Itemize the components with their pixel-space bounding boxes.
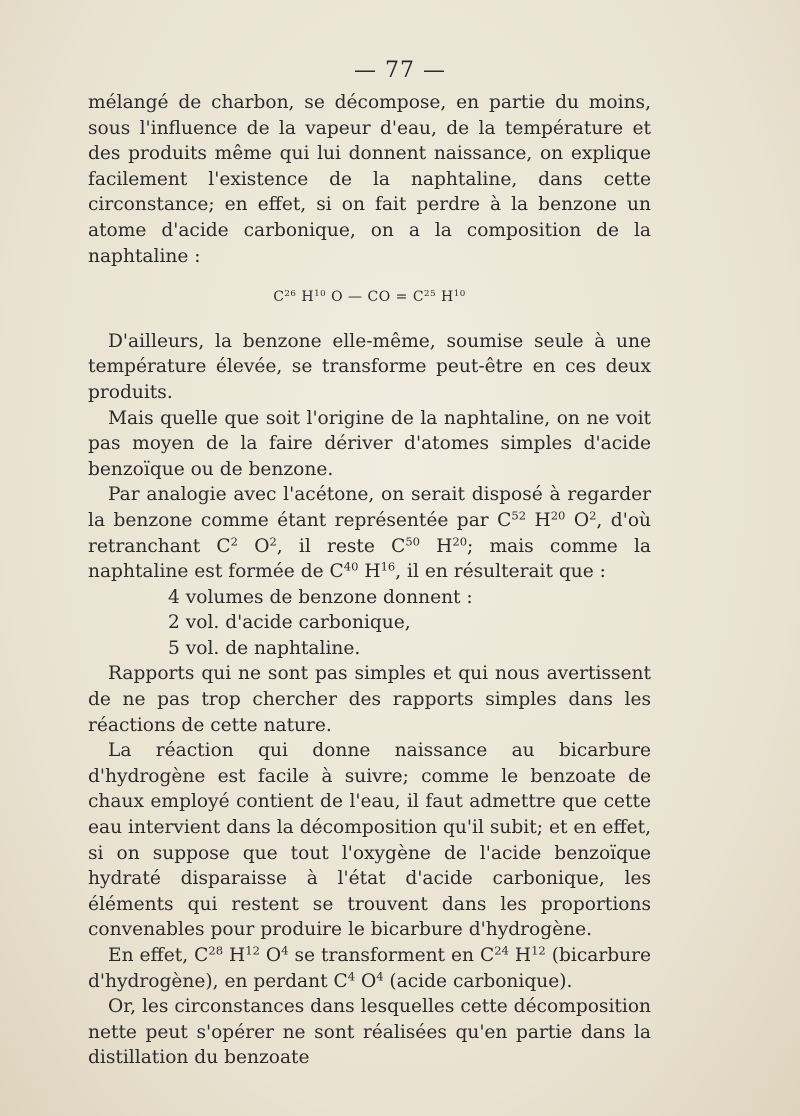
paragraph-transformation: En effet, $C^{28}$ $H^{12}$ $O^4$ se transforment en $C^{24}$ $H^{12}$ (bicarbure d'hydrogène), en perdant $C^4$ $O^4$ (acide carbonique). (88, 943, 652, 992)
volume-list (88, 585, 651, 662)
list-item: 4 volumes de benzone donnent : (168, 586, 473, 608)
paragraph-simple-ratios: Rapports qui ne sont pas simples et qui nous avertissent de ne pas trop chercher des rapports simples dans les réactions de cette nature. (88, 663, 651, 736)
paragraph-bicarbure-reaction: La réaction qui donne naissance au bicarbure d'hydrogène est facile à suivre; comme le benzoate de chaux employé contient de l'eau, il faut admettre que cette eau intervient dans la décomposition qu'il subit; et en effet, si on suppose que tout l'oxygène de l'acide benzoïque hydraté disparaisse à l'état d'acide carbonique, les éléments qui restent se trouvent dans les proportions convenables pour produire le bicarbure d'hydrogène. (88, 740, 651, 941)
page-body (88, 90, 651, 1071)
paragraph-naphtaline-origin: mélangé de charbon, se décompose, en partie du moins, sous l'influence de la vapeur d'eau, de la température et des produits même qui lui donnent naissance, on explique facilement l'existence de la naphtaline, dans cette circonstance; en effet, si on fait perdre à la benzone un atome d'acide carbonique, on a la composition de la naphtaline : (88, 92, 651, 267)
paragraph-circumstances: Or, les circonstances dans lesquelles cette décomposition nette peut s'opérer ne sont réalisées qu'en partie dans la distillation du benzoate (88, 996, 651, 1069)
paragraph-acetone-analogy: Par analogie avec l'acétone, on serait disposé à regarder la benzone comme étant représentée par $C^{52}$ $H^{20}$ $O^2$, d'où retranchant $C^2$ $O^2$, il reste $C^{50}$ $H^{20}$; mais comme la naphtaline est formée de $C^{40}$ $H^{16}$, il en résulterait que : (88, 484, 652, 583)
list-item: 5 vol. de naphtaline. (168, 637, 361, 659)
paragraph-naphtaline-derivation: Mais quelle que soit l'origine de la naphtaline, on ne voit pas moyen de la faire dériver d'atomes simples d'acide benzoïque ou de benzone. (88, 407, 651, 480)
paragraph-benzone-heat: D'ailleurs, la benzone elle-même, soumise seule à une température élevée, se transforme peut-être en ces deux produits. (88, 330, 651, 403)
page-number: — 77 — (354, 58, 446, 83)
naphtaline-formula: $C^{26}$ $H^{10}$ O — CO = $C^{25}$ $H^{10}$ (273, 289, 466, 306)
list-item: 2 vol. d'acide carbonique, (168, 612, 411, 634)
